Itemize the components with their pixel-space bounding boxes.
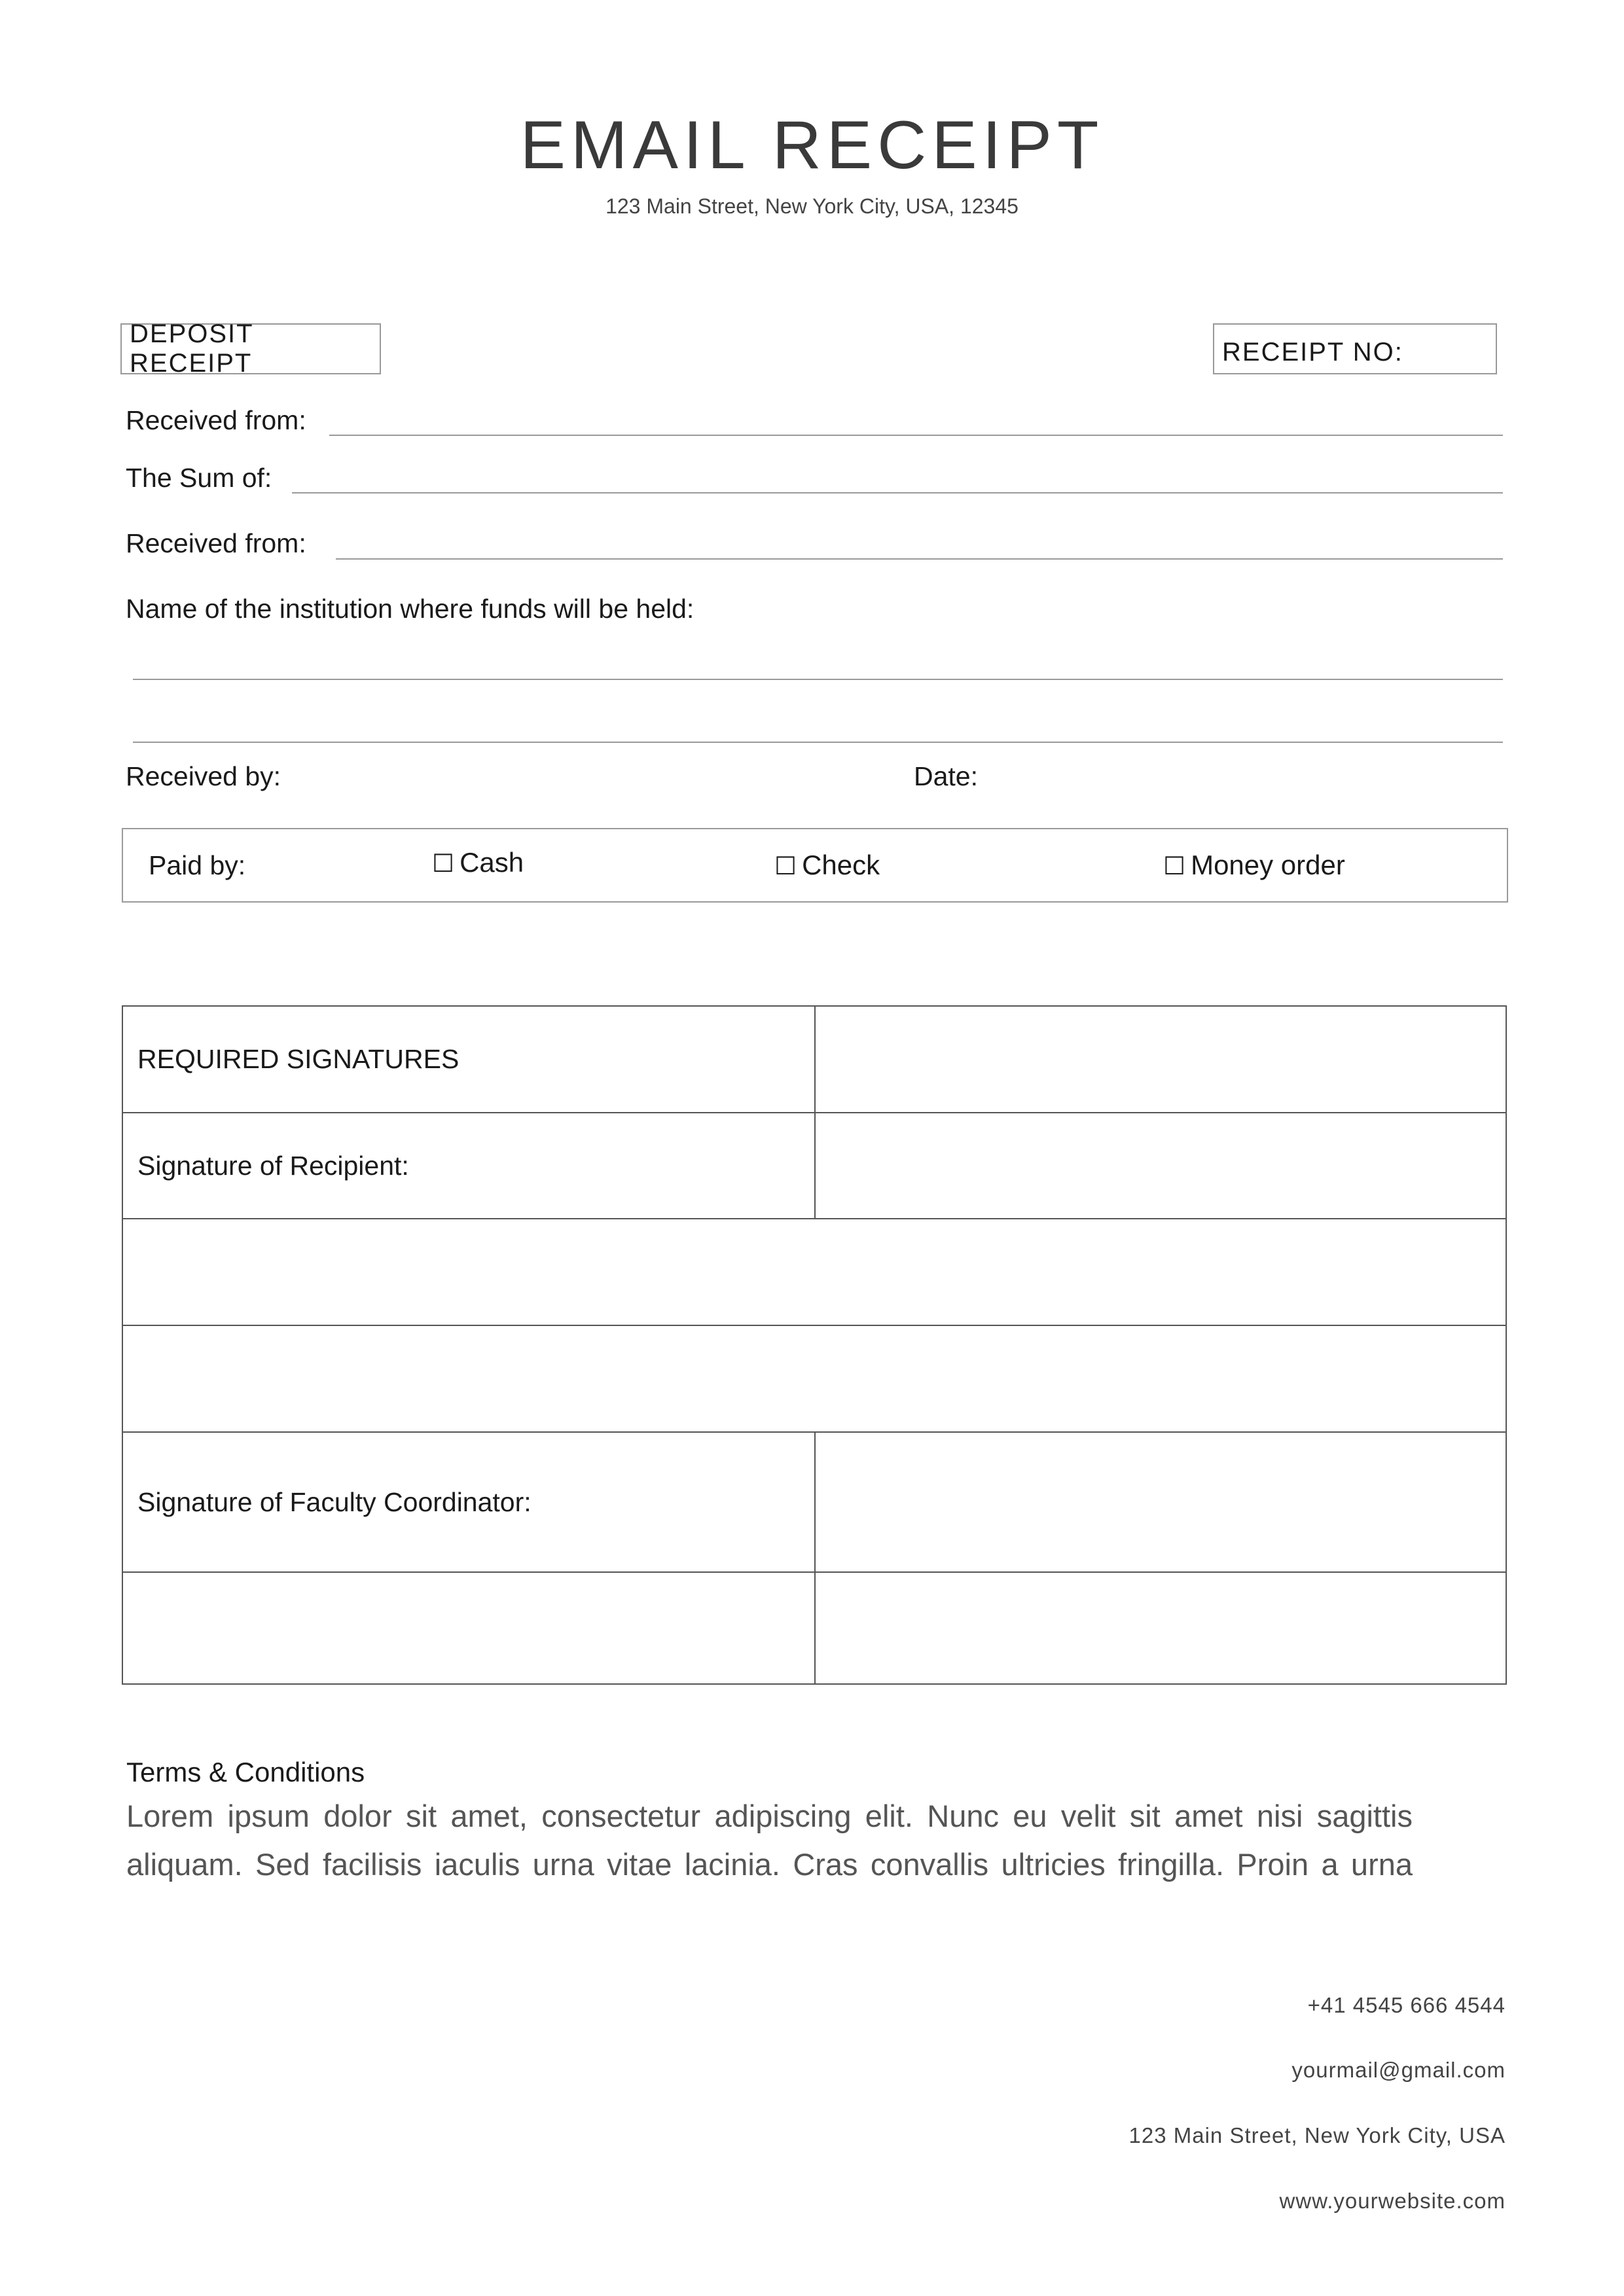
recipient-signature-cell[interactable]: [815, 1113, 1506, 1219]
required-signatures-header: REQUIRED SIGNATURES: [122, 1006, 815, 1113]
deposit-receipt-label: DEPOSIT RECEIPT: [130, 319, 253, 378]
terms-heading: Terms & Conditions: [126, 1757, 365, 1787]
receipt-no-field[interactable]: [1213, 323, 1497, 374]
cash-label: Cash: [460, 847, 524, 878]
blank-signature-row[interactable]: [122, 1219, 1506, 1325]
checkbox-icon[interactable]: ☐: [432, 849, 455, 878]
table-row: [122, 1432, 1506, 1572]
recipient-signature-label: Signature of Recipient:: [122, 1113, 815, 1219]
document-title: EMAIL RECEIPT: [520, 107, 1104, 183]
contact-email: yourmail@gmail.com: [1291, 2058, 1506, 2082]
cash-option[interactable]: [432, 847, 524, 878]
sum-of-label: The Sum of:: [126, 463, 272, 493]
sum-of-line[interactable]: [292, 492, 1503, 493]
terms-body: [126, 1792, 1413, 1889]
received-by-label: Received by:: [126, 761, 281, 791]
table-row: [122, 1572, 1506, 1684]
date-label: Date:: [914, 761, 978, 791]
checkbox-icon[interactable]: ☐: [774, 852, 797, 880]
faculty-signature-label: Signature of Faculty Coordinator:: [122, 1432, 815, 1572]
header-address: 123 Main Street, New York City, USA, 12345: [605, 194, 1019, 218]
paid-by-label: Paid by:: [149, 850, 246, 880]
contact-address: 123 Main Street, New York City, USA: [1128, 2123, 1506, 2147]
table-row: [122, 1219, 1506, 1325]
institution-line-2[interactable]: [133, 742, 1503, 743]
money-order-option[interactable]: [1163, 850, 1345, 881]
institution-label: Name of the institution where funds will be held:: [126, 594, 695, 624]
received-from-label-1: Received from:: [126, 405, 306, 435]
checkbox-icon[interactable]: ☐: [1163, 852, 1186, 880]
signature-cell[interactable]: [122, 1572, 815, 1684]
received-from-label-2: Received from:: [126, 528, 306, 558]
terms-line: aliquam. Sed facilisis iaculis urna vitae lacinia. Cras convallis ultricies fringilla. Proin a urna: [126, 1847, 1413, 1882]
contact-website: www.yourwebsite.com: [1279, 2189, 1506, 2213]
received-from-line-1[interactable]: [329, 435, 1503, 436]
money-order-label: Money order: [1191, 850, 1345, 880]
check-label: Check: [802, 850, 880, 880]
signature-cell[interactable]: [815, 1572, 1506, 1684]
deposit-receipt-box: [120, 319, 381, 378]
table-row: [122, 1325, 1506, 1432]
receipt-no-label: RECEIPT NO:: [1222, 337, 1403, 367]
table-row: [122, 1113, 1506, 1219]
blank-signature-row[interactable]: [122, 1325, 1506, 1432]
table-row: [122, 1006, 1506, 1113]
terms-line: Lorem ipsum dolor sit amet, consectetur adipiscing elit. Nunc eu velit sit amet nisi sagittis: [126, 1799, 1413, 1833]
signature-cell[interactable]: [815, 1006, 1506, 1113]
faculty-signature-cell[interactable]: [815, 1432, 1506, 1572]
institution-line-1[interactable]: [133, 679, 1503, 680]
signatures-table: [122, 1005, 1507, 1685]
received-from-line-2[interactable]: [336, 558, 1503, 560]
check-option[interactable]: [774, 850, 880, 881]
contact-phone: +41 4545 666 4544: [1307, 1993, 1506, 2017]
